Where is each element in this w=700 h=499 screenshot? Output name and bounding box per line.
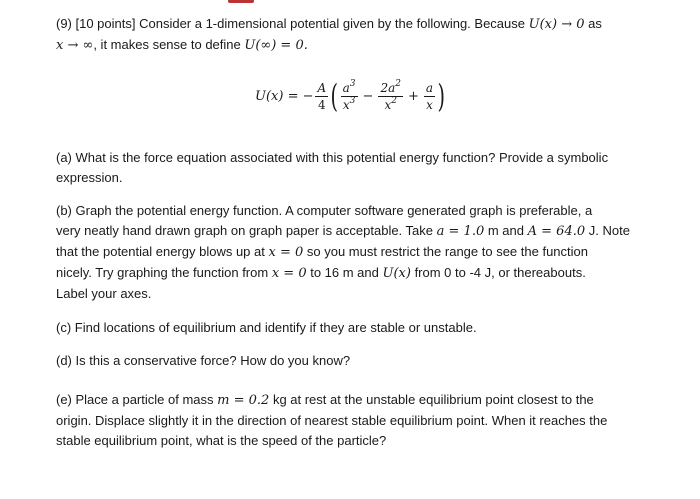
part-b-line2: very neatly hand drawn graph on graph paper is acceptable. Take: [56, 223, 434, 238]
part-b: [56, 201, 646, 304]
part-b-line4-end: from 0 to -4 J, or thereabouts.: [414, 265, 586, 280]
part-e-line2: origin. Displace slightly it in the direction of nearest stable equilibrium point. When it reaches the: [56, 413, 608, 428]
line2-math2: U(∞) = 0.: [244, 38, 308, 53]
part-b-m-and: m and: [487, 223, 524, 238]
part-e-line1-end: kg at rest at the unstable equilibrium point closest to the: [272, 392, 594, 407]
part-e-m-value: m = 0.2: [217, 393, 270, 408]
part-d-line1: (d) Is this a conservative force? How do you know?: [56, 353, 351, 368]
part-e: [56, 390, 646, 451]
header-math: U(x) → 0: [528, 17, 585, 32]
x2-base: x: [384, 97, 392, 112]
part-b-x0: x = 0: [268, 245, 304, 260]
part-b-Ux: U(x): [382, 266, 411, 281]
part-b-a-value: a = 1.0: [436, 224, 485, 239]
part-b-line3-end: so you must restrict the range to see the function: [306, 244, 588, 259]
header-as: as: [588, 16, 602, 31]
frac-den-x: x: [426, 97, 433, 112]
x3-base: x: [342, 97, 350, 112]
part-a-line2: expression.: [56, 170, 123, 185]
frac-a-over-x: [424, 81, 435, 112]
x2-exp: 2: [391, 95, 397, 106]
part-b-J-note: J. Note: [588, 223, 630, 238]
frac-a3-over-x3: [341, 78, 358, 112]
part-b-line4-mid: to 16 m and: [310, 265, 379, 280]
equation-lhs: U(x) = −: [255, 88, 314, 104]
problem-header-text: (9) [10 points] Consider a 1-dimensional potential given by the following. Because: [56, 16, 525, 31]
minus-op: −: [362, 88, 374, 104]
part-b-line4-start: nicely. Try graphing the function from: [56, 265, 269, 280]
frac-num-a: a: [425, 80, 434, 95]
part-a: [56, 148, 646, 188]
part-c-line1: (c) Find locations of equilibrium and identify if they are stable or unstable.: [56, 320, 477, 335]
part-e-line1-start: (e) Place a particle of mass: [56, 392, 214, 407]
part-b-line3-start: that the potential energy blows up at: [56, 244, 265, 259]
a3-exp: 3: [349, 78, 356, 89]
problem-intro: [56, 14, 646, 56]
part-d: [56, 351, 646, 371]
potential-equation: [255, 74, 446, 118]
close-paren: ): [437, 77, 446, 115]
part-b-A-value: A = 64.0: [527, 224, 586, 239]
frac-2a2-over-x2: [378, 78, 403, 112]
line2-text: , it makes sense to define: [93, 37, 241, 52]
part-b-line1: (b) Graph the potential energy function. A computer software generated graph is preferable, a: [56, 203, 593, 218]
part-e-line3: stable equilibrium point, what is the speed of the particle?: [56, 433, 387, 448]
two-a2-base: 2a: [380, 80, 396, 95]
frac-den-4: 4: [318, 97, 326, 112]
plus-op: +: [407, 88, 419, 104]
frac-A-over-4: [315, 81, 328, 112]
part-b-x-range: x = 0: [271, 266, 307, 281]
x3-exp: 3: [349, 95, 356, 106]
frac-num-A: A: [317, 80, 327, 95]
a3-base: a: [342, 80, 350, 95]
open-paren: (: [330, 77, 339, 115]
line2-math: x → ∞: [56, 38, 94, 53]
top-edge-mark: [228, 0, 254, 3]
part-a-line1: (a) What is the force equation associated with this potential energy function? Provide a symbolic: [56, 150, 609, 165]
a2-exp: 2: [395, 78, 401, 89]
part-b-line5: Label your axes.: [56, 286, 152, 301]
part-c: [56, 318, 646, 338]
